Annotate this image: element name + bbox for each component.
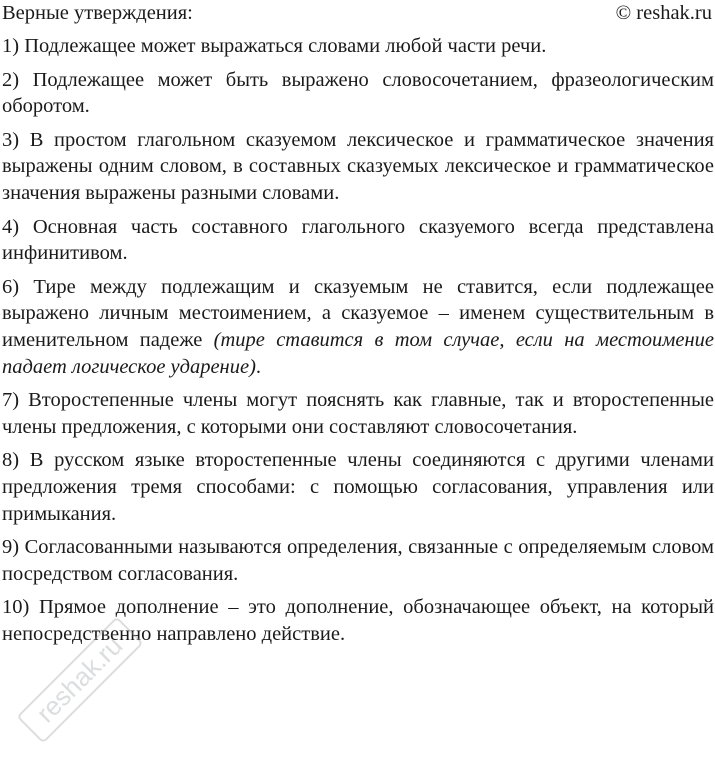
statement-item bbox=[2, 274, 714, 380]
statement-text: 1) Подлежащее может выражаться словами любой части речи. bbox=[2, 35, 547, 57]
statement-tail: . bbox=[255, 355, 262, 378]
statement-text: 7) Второстепенные члены могут пояснять как главные, так и второстепенные члены предложения, с которыми они составляют словосочетания. bbox=[2, 389, 714, 438]
statement-note: (тире ставится в том случае, если на местоимение падает логическое ударение) bbox=[2, 328, 714, 378]
statement-text: 10) Прямое дополнение – это дополнение, обозначающее объект, на который непосредственно направлено действие. bbox=[2, 596, 714, 645]
statement-text: 2) Подлежащее может быть выражено словосочетанием, фразеологическим оборотом. bbox=[2, 68, 714, 118]
page-header bbox=[2, 0, 712, 28]
statement-text: 6) Тире между подлежащим и сказуемым не ставится, если подлежащее выражено личным местоимением, а сказуемое – именем существительным в именительном падеже bbox=[2, 275, 714, 351]
statement-item bbox=[2, 33, 714, 60]
copyright-notice: © reshak.ru bbox=[615, 2, 712, 24]
statements-list bbox=[2, 33, 714, 654]
watermark-text: reshak.ru bbox=[30, 630, 129, 729]
statement-item bbox=[2, 214, 714, 267]
page-title: Верные утверждения: bbox=[2, 2, 193, 24]
statement-item bbox=[2, 127, 714, 207]
statement-item bbox=[2, 387, 714, 440]
statement-text: 3) В простом глагольном сказуемом лексическое и грамматическое значения выражены одним словом, в составных сказуемых лексическое и грамматическое значения выражены разными словами. bbox=[2, 128, 714, 204]
statement-item bbox=[2, 534, 714, 587]
statement-text: 8) В русском языке второстепенные члены соединяются с другими членами предложения тремя способами: с помощью согласования, управления или примыкания. bbox=[2, 449, 714, 525]
statement-item bbox=[2, 447, 714, 527]
statement-item bbox=[2, 594, 714, 647]
statement-text: 4) Основная часть составного глагольного сказуемого всегда представлена инфинитивом. bbox=[2, 215, 714, 265]
statement-text: 9) Согласованными называются определения, связанные с определяемым словом посредством согласования. bbox=[2, 536, 714, 585]
statement-item bbox=[2, 67, 714, 120]
